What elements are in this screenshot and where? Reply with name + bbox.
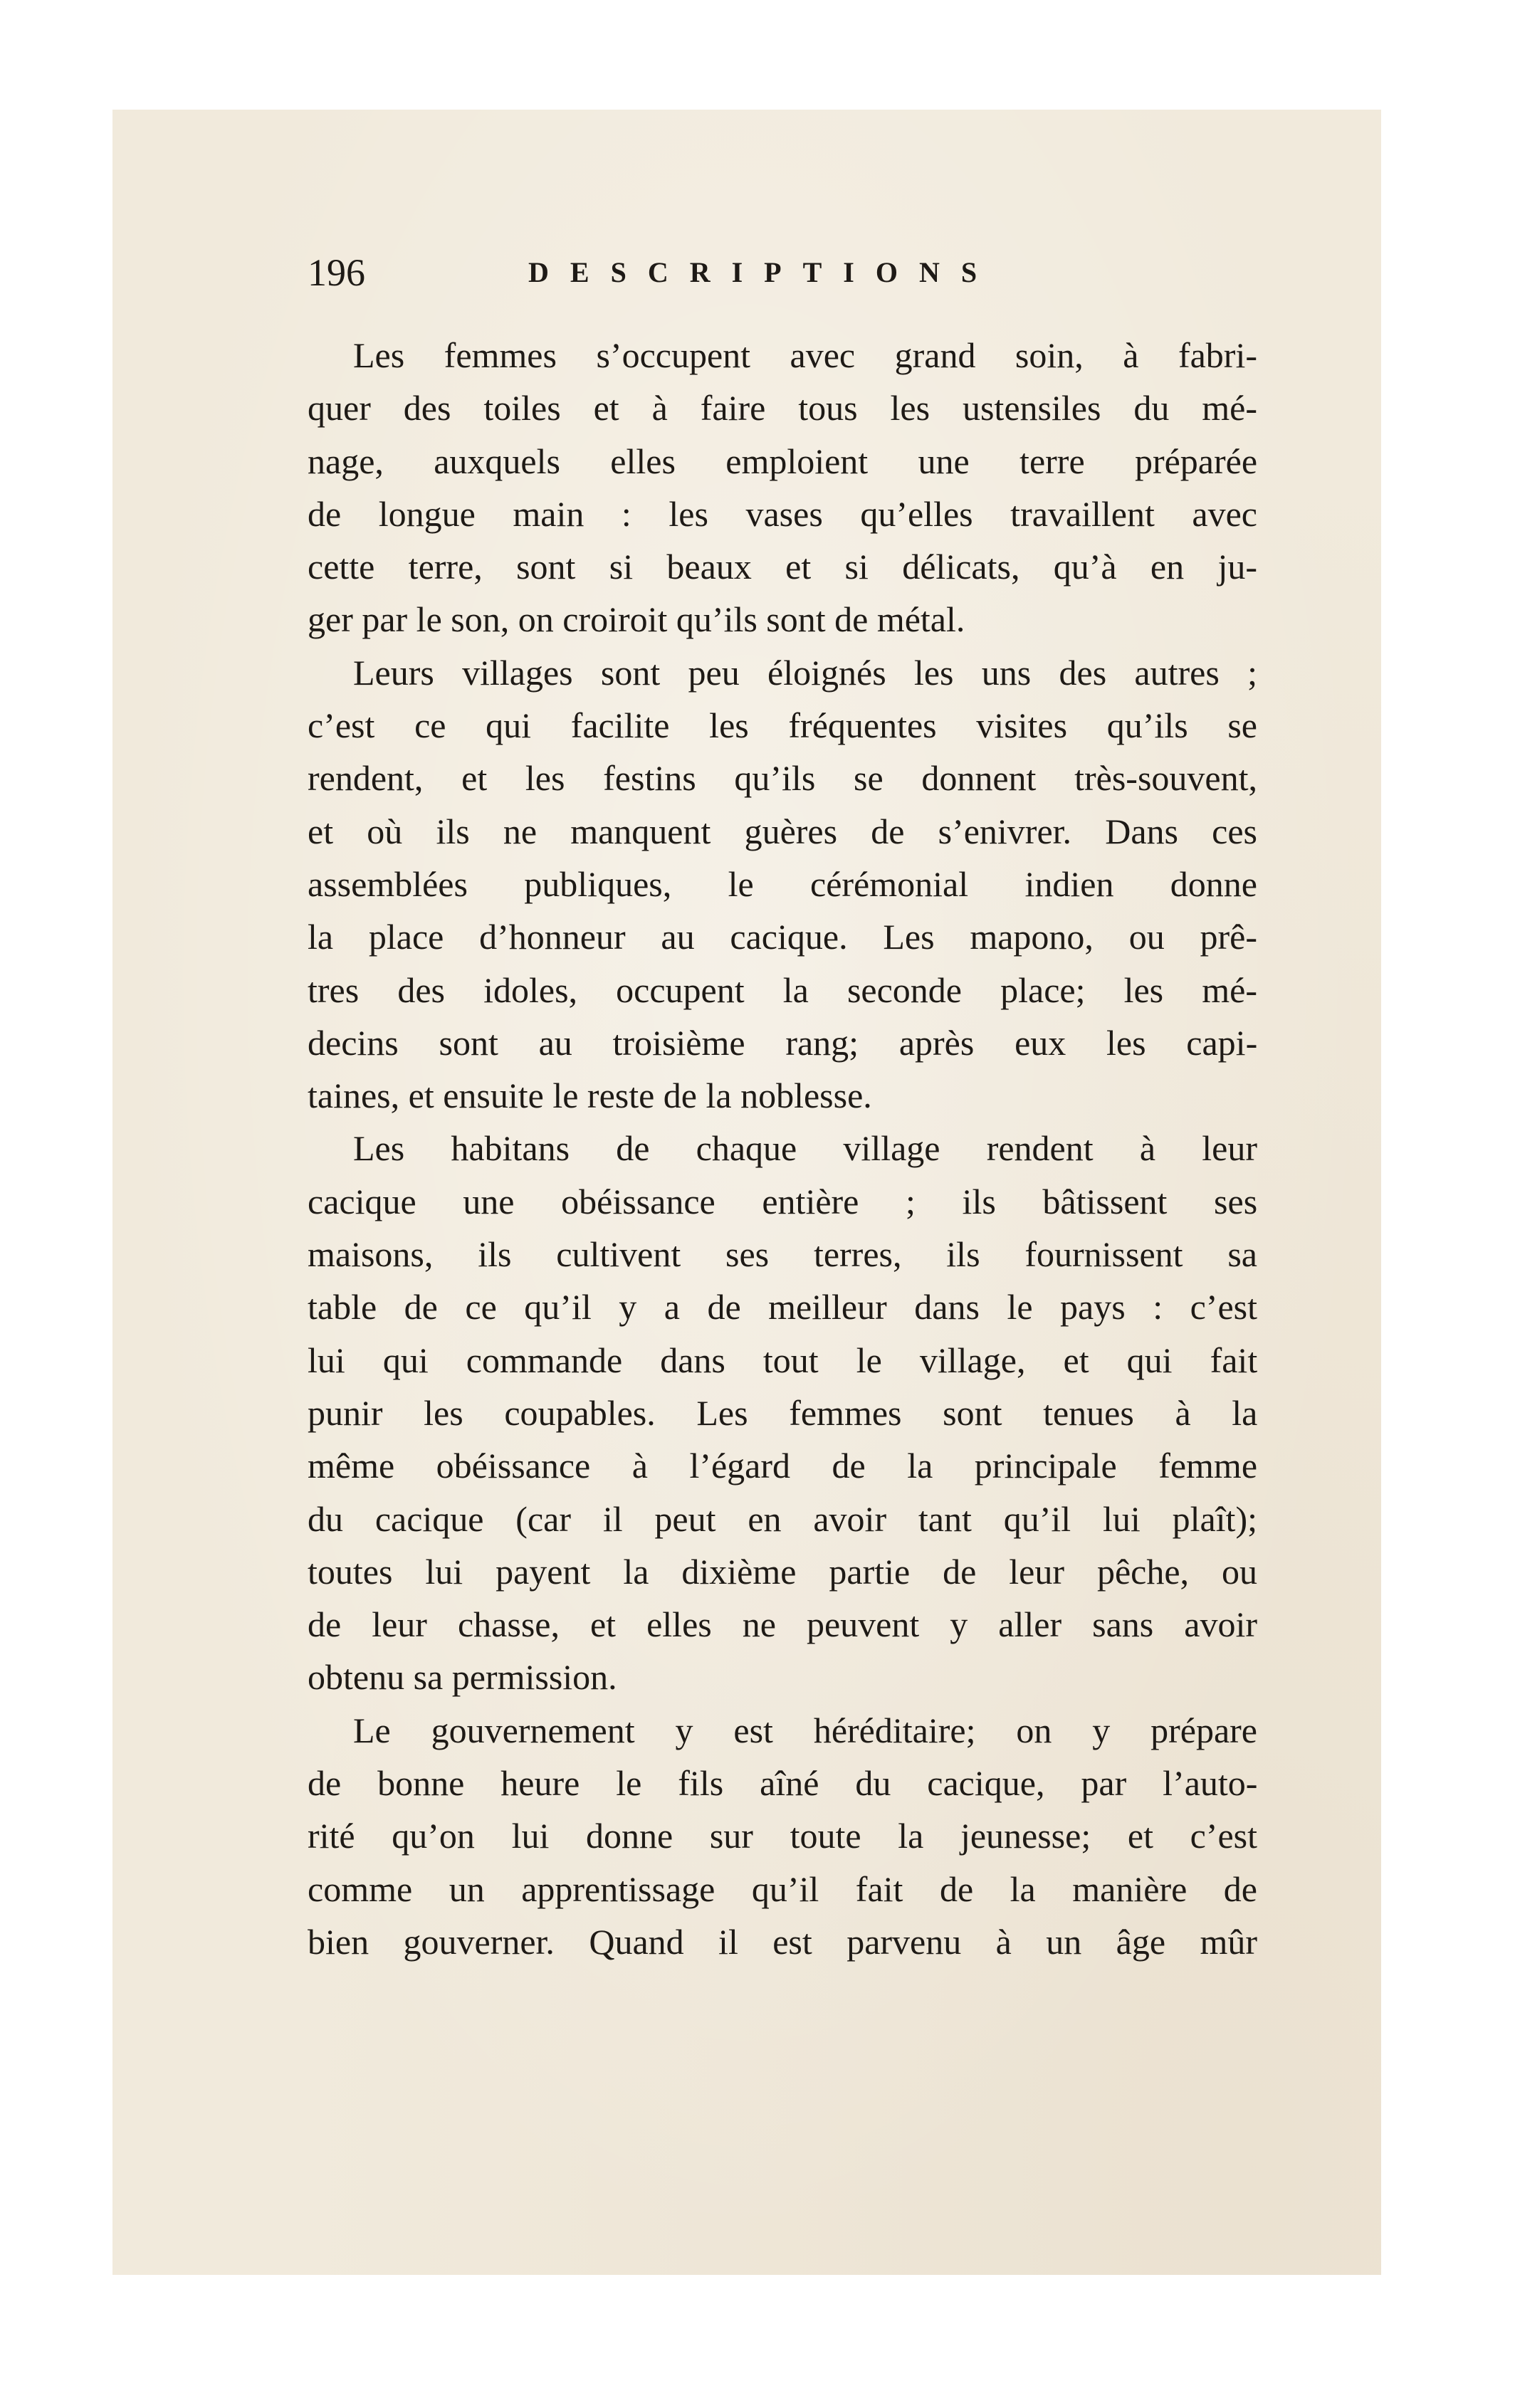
text-line: de bonne heure le fils aîné du cacique, par l’auto- <box>308 1763 1258 1804</box>
running-head <box>308 248 1269 298</box>
text-line: lui qui commande dans tout le village, et qui fait <box>308 1340 1258 1380</box>
text-line: ger par le son, on croiroit qu’ils sont de métal. <box>308 599 965 640</box>
text-line: Les habitans de chaque village rendent à leur <box>353 1128 1257 1169</box>
text-line: decins sont au troisième rang; après eux les capi- <box>308 1022 1258 1063</box>
text-line: cette terre, sont si beaux et si délicats, qu’à en ju- <box>308 547 1257 587</box>
text-line: table de ce qu’il y a de meilleur dans le pays : c’est <box>308 1287 1257 1327</box>
paragraph <box>308 329 1257 646</box>
paragraph <box>308 1704 1257 1968</box>
text-line: toutes lui payent la dixième partie de leur pêche, ou <box>308 1551 1257 1592</box>
text-line: nage, auxquels elles emploient une terre préparée <box>308 441 1258 481</box>
paragraph <box>308 646 1257 1122</box>
paragraph <box>308 1122 1257 1703</box>
text-line: cacique une obéissance entière ; ils bâtissent ses <box>308 1181 1258 1221</box>
text-line: bien gouverner. Quand il est parvenu à un âge mûr <box>308 1921 1257 1962</box>
text-line: assemblées publiques, le cérémonial indien donne <box>308 863 1257 904</box>
text-line: taines, et ensuite le reste de la noblesse. <box>308 1076 872 1116</box>
text-line: quer des toiles et à faire tous les ustensiles du mé- <box>308 388 1257 429</box>
text-line: c’est ce qui facilite les fréquentes visites qu’ils se <box>308 705 1257 746</box>
text-line: Leurs villages sont peu éloignés les uns des autres ; <box>353 652 1257 693</box>
text-line: du cacique (car il peut en avoir tant qu’il lui plaît); <box>308 1498 1257 1539</box>
text-line: Le gouvernement y est héréditaire; on y prépare <box>353 1710 1257 1750</box>
text-line: de leur chasse, et elles ne peuvent y aller sans avoir <box>308 1604 1257 1645</box>
text-line: obtenu sa permission. <box>308 1657 617 1698</box>
text-line: rendent, et les festins qu’ils se donnent très-souvent, <box>308 758 1257 799</box>
running-title: DESCRIPTIONS <box>528 256 999 288</box>
text-line: et où ils ne manquent guères de s’enivrer. Dans ces <box>308 811 1257 851</box>
text-line: Les femmes s’occupent avec grand soin, à fabri- <box>353 335 1257 375</box>
text-line: même obéissance à l’égard de la principale femme <box>308 1446 1258 1486</box>
text-line: punir les coupables. Les femmes sont tenues à la <box>308 1392 1258 1433</box>
text-line: comme un apprentissage qu’il fait de la manière de <box>308 1868 1257 1909</box>
page-number: 196 <box>308 251 365 294</box>
text-line: la place d’honneur au cacique. Les mapono, ou prê- <box>308 917 1257 957</box>
text-line: rité qu’on lui donne sur toute la jeunesse; et c’est <box>308 1816 1257 1856</box>
text-line: de longue main : les vases qu’elles travaillent avec <box>308 493 1257 534</box>
body-text <box>308 329 1257 1968</box>
text-line: maisons, ils cultivent ses terres, ils fournissent sa <box>308 1234 1257 1275</box>
text-line: tres des idoles, occupent la seconde place; les mé- <box>308 969 1258 1010</box>
